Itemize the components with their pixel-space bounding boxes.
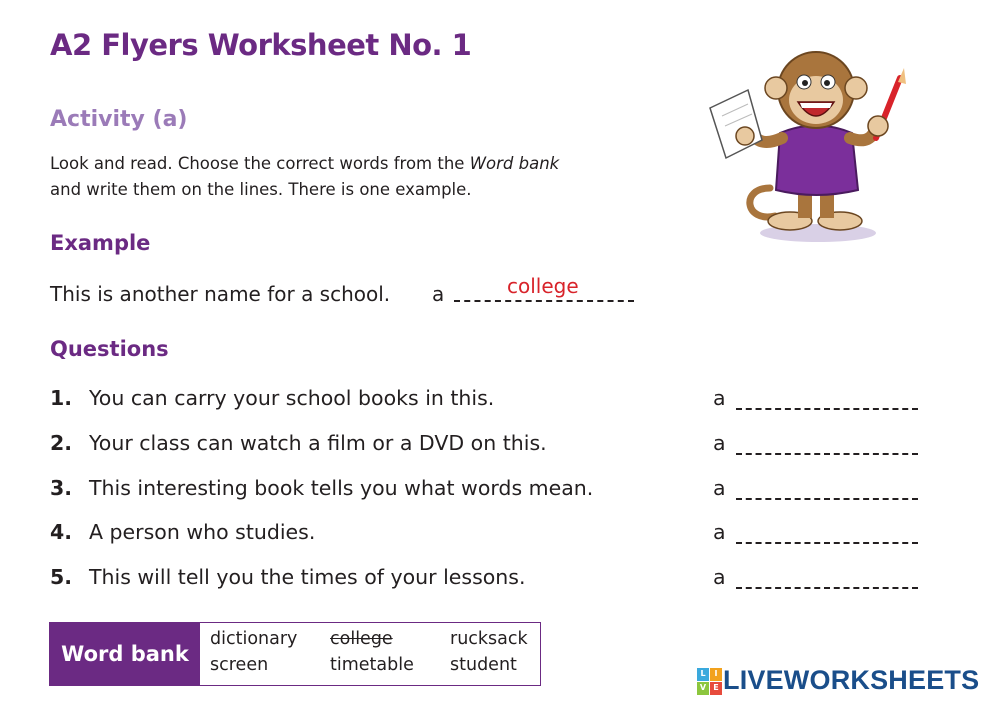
question-text: A person who studies. [89, 520, 316, 544]
liveworksheets-wordmark: LIVEWORKSHEETS [723, 665, 980, 695]
question-number: 3. [50, 476, 73, 500]
logo-letter: I [710, 668, 722, 681]
word-bank-word: rucksack [450, 629, 528, 649]
question-row-3 [50, 476, 930, 508]
word-bank-word: screen [210, 655, 269, 675]
question-number: 2. [50, 431, 73, 455]
question-row-1 [50, 386, 930, 418]
answer-input-line[interactable] [736, 408, 918, 410]
word-bank-label: Word bank [50, 623, 200, 685]
question-text: This interesting book tells you what words mean. [89, 476, 594, 500]
question-article: a [713, 565, 726, 589]
example-heading: Example [50, 231, 151, 255]
word-bank-word-crossed: college [330, 629, 393, 649]
question-text: This will tell you the times of your lessons. [89, 565, 526, 589]
logo-letter: V [697, 682, 709, 695]
answer-input-line[interactable] [736, 587, 918, 589]
example-row [50, 274, 690, 314]
question-article: a [713, 431, 726, 455]
word-bank-word: dictionary [210, 629, 298, 649]
word-bank-words [200, 623, 540, 685]
word-bank-word: timetable [330, 655, 414, 675]
word-bank-word: student [450, 655, 517, 675]
questions-heading: Questions [50, 337, 169, 361]
question-number: 4. [50, 520, 73, 544]
question-number: 1. [50, 386, 73, 410]
example-article: a [432, 282, 445, 306]
activity-heading: Activity (a) [50, 107, 188, 132]
logo-letter: E [710, 682, 722, 695]
question-row-2 [50, 431, 930, 463]
question-text: Your class can watch a film or a DVD on this. [89, 431, 547, 455]
instructions-wordbank-ref: Word bank [469, 154, 560, 173]
answer-input-line[interactable] [736, 453, 918, 455]
example-sentence: This is another name for a school. [50, 282, 391, 306]
question-row-5 [50, 565, 930, 597]
instructions-part1: Look and read. Choose the correct words from the [50, 154, 470, 173]
worksheet-title: A2 Flyers Worksheet No. 1 [50, 28, 472, 62]
question-article: a [713, 476, 726, 500]
question-article: a [713, 386, 726, 410]
answer-input-line[interactable] [736, 498, 918, 500]
question-text: You can carry your school books in this. [89, 386, 495, 410]
logo-letter: L [697, 668, 709, 681]
instructions [50, 151, 610, 203]
answer-input-line[interactable] [736, 542, 918, 544]
example-answer: college [507, 274, 579, 298]
monkey-mascot-illustration [700, 38, 920, 248]
instructions-part2: and write them on the lines. There is one example. [50, 180, 472, 199]
question-number: 5. [50, 565, 73, 589]
word-bank [49, 622, 541, 686]
question-row-4 [50, 520, 930, 552]
liveworksheets-logo [697, 665, 979, 696]
question-article: a [713, 520, 726, 544]
liveworksheets-icon [697, 668, 721, 694]
example-answer-line [454, 300, 634, 302]
